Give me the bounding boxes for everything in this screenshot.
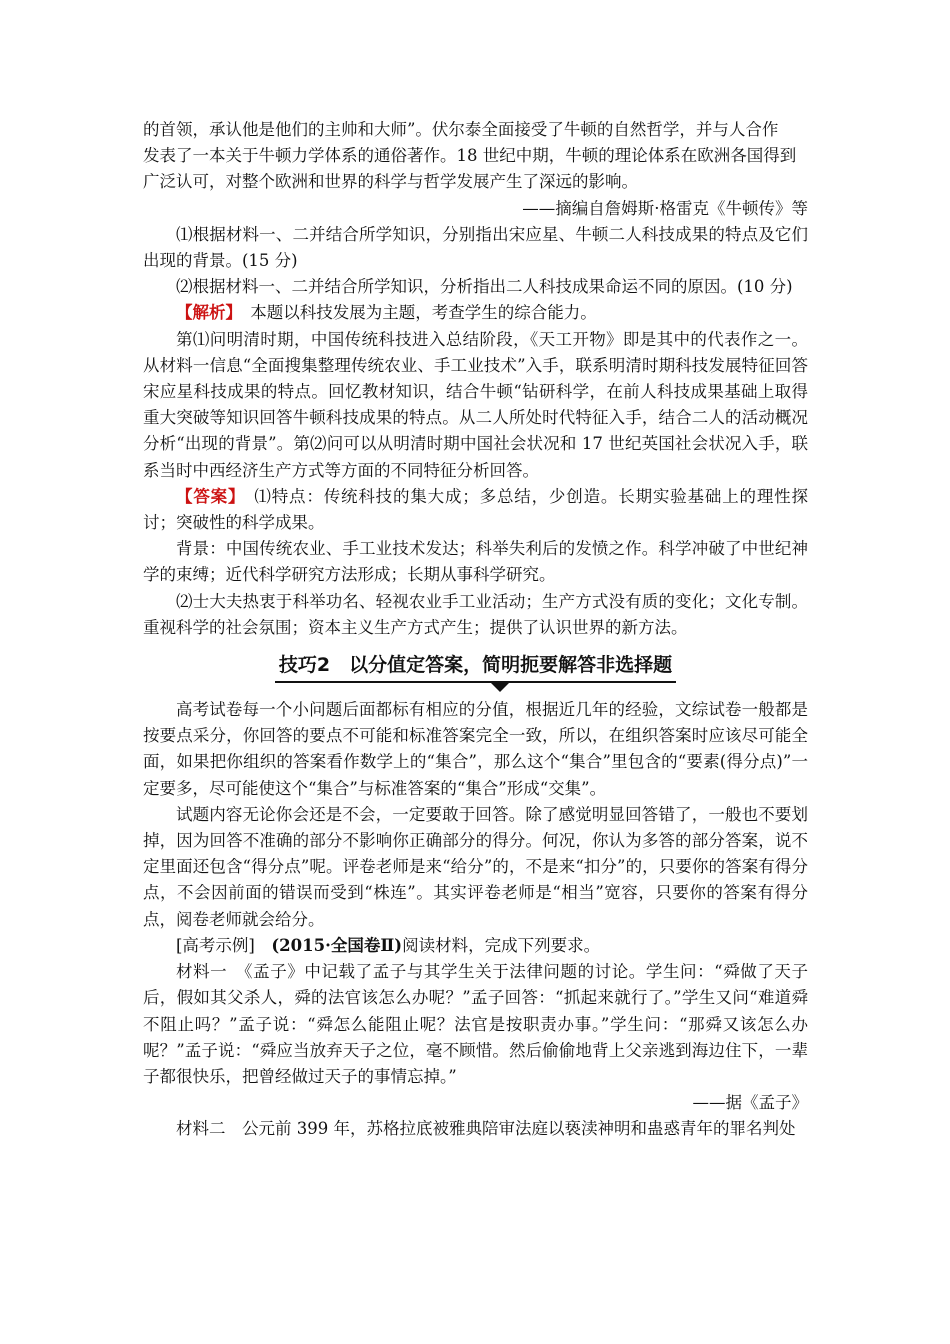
- exam-example-header: [143, 933, 808, 959]
- exam-material-2: 材料二 公元前 399 年，苏格拉底被雅典陪审法庭以亵渎神明和蛊惑青年的罪名判处: [176, 1119, 796, 1139]
- question-1: ⑴根据材料一、二并结合所学知识，分别指出宋应星、牛顿二人科技成果的特点及它们出现的背景。(15 分): [143, 224, 808, 271]
- question-2: ⑵根据材料一、二并结合所学知识，分析指出二人科技成果命运不同的原因。(10 分): [176, 277, 793, 297]
- exam-example-instruction: 阅读材料，完成下列要求。: [402, 935, 601, 955]
- answer-part-2: ⑵士大夫热衷于科举功名、轻视农业手工业活动；生产方式没有质的变化；文化专制。重视科学的社会氛围；资本主义生产方式产生；提供了认识世界的新方法。: [143, 591, 808, 637]
- document-page: [143, 117, 808, 1143]
- body-paragraph-2: 试题内容无论你会还是不会，一定要敢于回答。除了感觉明显回答错了，一般也不要划掉，因为回答不准确的部分不影响你正确部分的得分。何况，你认为多答的部分答案，说不定里面还包含“得分点”呢。评卷老师是来“给分”的，不是来“扣分”的，只要你的答案有得分点，不会因前面的错误而受到“株连”。其实评卷老师是“相当”宽容，只要你的答案有得分点，阅卷老师就会给分。: [143, 804, 808, 929]
- analysis-intro: [143, 300, 808, 326]
- exam-example-label: [高考示例]: [176, 935, 255, 955]
- section-title: 技巧2 以分值定答案，简明扼要解答非选择题: [275, 651, 676, 683]
- analysis-intro-text: 本题以科技发展为主题，考查学生的综合能力。: [233, 303, 597, 323]
- material-continuation-line-1: 的首领，承认他是他们的主帅和大师”。伏尔泰全面接受了牛顿的自然哲学，并与人合作: [143, 120, 779, 139]
- material-continuation-line-3: 广泛认可，对整个欧洲和世界的科学与哲学发展产生了深远的影响。: [143, 172, 638, 192]
- material-source: ——摘编自詹姆斯·格雷克《牛顿传》等: [522, 198, 808, 218]
- exam-material-1-source: ——据《孟子》: [692, 1093, 808, 1113]
- answer-part-1-text: ⑴特点：传统科技的集大成；多总结，少创造。长期实验基础上的理性探讨；突破性的科学成果。: [143, 486, 809, 533]
- answer-tag: 【答案】: [176, 486, 238, 506]
- body-paragraph-1: 高考试卷每一个小问题后面都标有相应的分值，根据近几年的经验，文综试卷一般都是按要点采分，你回答的要点不可能和标准答案完全一致，所以，在组织答案时应该尽可能全面，如果把你组织的答案看作数学上的“集合”，那么这个“集合”里包含的“要素(得分点)”一定要多，尽可能使这个“集合”与标准答案的“集合”形成“交集”。: [143, 700, 808, 798]
- analysis-body: 第⑴问明清时期，中国传统科技进入总结阶段，《天工开物》即是其中的代表作之一。从材料一信息“全面搜集整理传统农业、手工业技术”入手，联系明清时期科技发展特征回答宋应星科技成果的特点。回忆教材知识，结合牛顿“钻研科学，在前人科技成果基础上取得重大突破等知识回答牛顿科技成果的特点。从二人所处时代特征入手，结合二人的活动概况分析“出现的背景”。第⑵问可以从明清时期中国社会状况和 17 世纪英国社会状况入手，联系当时中西经济生产方式等方面的不同特征分析回答。: [143, 329, 808, 480]
- material-continuation-line-2: 发表了一本关于牛顿力学体系的通俗著作。18 世纪中期，牛顿的理论体系在欧洲各国得到: [143, 146, 797, 166]
- section-heading: [143, 651, 808, 683]
- answer-background: 背景：中国传统农业、手工业技术发达；科举失利后的发愤之作。科学冲破了中世纪神学的束缚；近代科学研究方法形成；长期从事科学研究。: [143, 539, 808, 585]
- answer-part-1: [143, 484, 808, 536]
- analysis-tag: 【解析】: [176, 303, 234, 323]
- exam-material-1: 材料一 《孟子》中记载了孟子与其学生关于法律问题的讨论。学生问：“舜做了天子后，假如其父杀人，舜的法官该怎么办呢？”孟子回答：“抓起来就行了。”学生又问“难道舜不阻止吗？”孟子说：“舜怎么能阻止呢？法官是按职责办事。”学生问：“那舜又该怎么办呢？”孟子说：“舜应当放弃天子之位，毫不顾惜。然后偷偷地背上父亲逃到海边住下，一辈子都很快乐，把曾经做过天子的事情忘掉。”: [143, 962, 808, 1086]
- down-triangle-icon: [491, 683, 509, 692]
- exam-example-year: (2015·全国卷Ⅱ): [254, 935, 403, 955]
